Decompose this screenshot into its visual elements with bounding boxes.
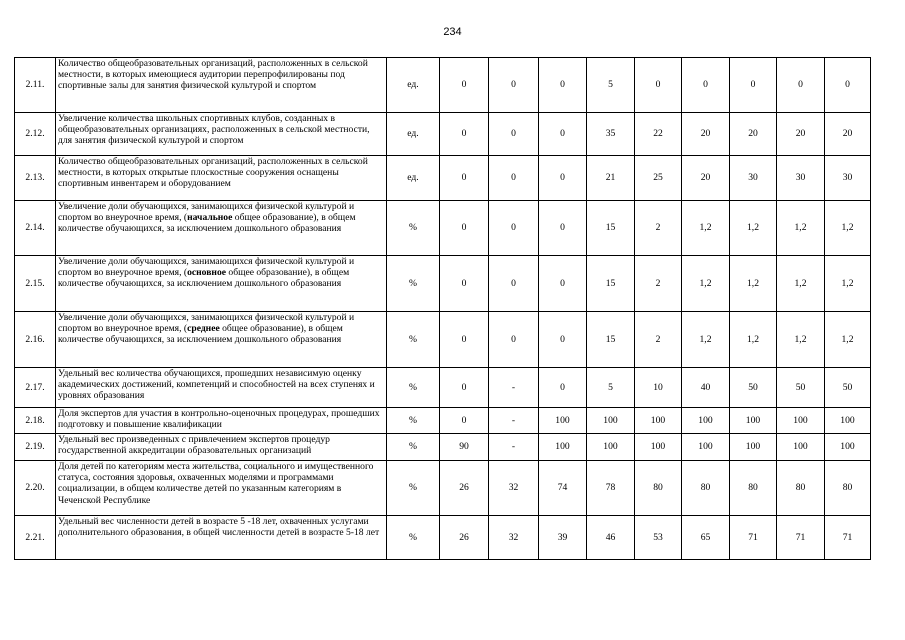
value-cell: 100 (682, 434, 730, 461)
value-cell: 0 (489, 312, 539, 368)
value-cell: 1,2 (825, 256, 871, 312)
value-cell: 100 (777, 408, 825, 434)
value-cell: 1,2 (777, 312, 825, 368)
value-cell: 0 (730, 58, 777, 113)
value-cell: 1,2 (682, 256, 730, 312)
row-number: 2.16. (15, 312, 56, 368)
value-cell: 1,2 (825, 312, 871, 368)
row-unit: % (387, 368, 440, 408)
level-emphasis: среднее (187, 323, 220, 335)
value-cell: 80 (777, 461, 825, 516)
value-cell: 0 (539, 256, 587, 312)
row-number: 2.11. (15, 58, 56, 113)
value-cell: 46 (587, 516, 635, 560)
value-cell: 2 (635, 256, 682, 312)
row-description: Увеличение доли обучающихся, занимающихся физической культурой и спортом во внеурочное время, (начальное общее образование), в общем количестве обучающихся, за исключением дошкольного образования (56, 201, 387, 256)
value-cell: 0 (489, 201, 539, 256)
value-cell: 0 (539, 58, 587, 113)
value-cell: 0 (440, 201, 489, 256)
value-cell: 71 (825, 516, 871, 560)
table-row (15, 256, 871, 312)
value-cell: 20 (777, 113, 825, 156)
value-cell: 50 (825, 368, 871, 408)
value-cell: 80 (682, 461, 730, 516)
value-cell: 1,2 (777, 201, 825, 256)
value-cell: - (489, 434, 539, 461)
row-number: 2.12. (15, 113, 56, 156)
value-cell: 100 (539, 434, 587, 461)
value-cell: 0 (539, 201, 587, 256)
value-cell: 90 (440, 434, 489, 461)
value-cell: 39 (539, 516, 587, 560)
value-cell: 5 (587, 368, 635, 408)
table-row (15, 434, 871, 461)
page-number: 234 (443, 26, 462, 38)
table-row (15, 368, 871, 408)
value-cell: 0 (825, 58, 871, 113)
row-unit: % (387, 408, 440, 434)
value-cell: 53 (635, 516, 682, 560)
value-cell: 0 (539, 368, 587, 408)
value-cell: 0 (440, 256, 489, 312)
value-cell: 1,2 (825, 201, 871, 256)
value-cell: 100 (682, 408, 730, 434)
value-cell: 2 (635, 312, 682, 368)
row-unit: % (387, 256, 440, 312)
table-row (15, 58, 871, 113)
value-cell: 15 (587, 312, 635, 368)
value-cell: 15 (587, 256, 635, 312)
row-unit: % (387, 461, 440, 516)
value-cell: 25 (635, 156, 682, 201)
value-cell: 100 (635, 434, 682, 461)
value-cell: 40 (682, 368, 730, 408)
value-cell: 26 (440, 461, 489, 516)
value-cell: 0 (489, 156, 539, 201)
row-description: Увеличение доли обучающихся, занимающихся физической культурой и спортом во внеурочное время, (основное общее образование), в общем количестве обучающихся, за исключением дошкольного образования (56, 256, 387, 312)
value-cell: 0 (489, 113, 539, 156)
row-number: 2.13. (15, 156, 56, 201)
value-cell: - (489, 408, 539, 434)
value-cell: 0 (489, 256, 539, 312)
value-cell: 30 (730, 156, 777, 201)
value-cell: 0 (539, 312, 587, 368)
row-unit: ед. (387, 156, 440, 201)
table-row (15, 461, 871, 516)
value-cell: 1,2 (777, 256, 825, 312)
row-description: Удельный вес количества обучающихся, прошедших независимую оценку академических достижений, компетенций и способностей на всех ступенях и уровнях образования (56, 368, 387, 408)
value-cell: 71 (777, 516, 825, 560)
value-cell: 0 (440, 408, 489, 434)
value-cell: 20 (682, 113, 730, 156)
level-emphasis: основное (187, 267, 226, 279)
row-description: Увеличение доли обучающихся, занимающихся физической культурой и спортом во внеурочное время, (среднее общее образование), в общем количестве обучающихся, за исключением дошкольного образования (56, 312, 387, 368)
row-description: Удельный вес произведенных с привлечением экспертов процедур государственной аккредитации образовательных организаций (56, 434, 387, 461)
table-row (15, 201, 871, 256)
value-cell: - (489, 368, 539, 408)
row-description: Доля экспертов для участия в контрольно-оценочных процедурах, прошедших подготовку и повышение квалификации (56, 408, 387, 434)
value-cell: 0 (635, 58, 682, 113)
table-row (15, 113, 871, 156)
value-cell: 100 (587, 434, 635, 461)
value-cell: 78 (587, 461, 635, 516)
table-row (15, 408, 871, 434)
value-cell: 20 (682, 156, 730, 201)
value-cell: 0 (539, 156, 587, 201)
row-description: Увеличение количества школьных спортивных клубов, созданных в общеобразовательных организациях, расположенных в сельской местности, для занятия физической культурой и спортом (56, 113, 387, 156)
value-cell: 15 (587, 201, 635, 256)
row-description: Доля детей по категориям места жительства, социального и имущественного статуса, состояния здоровья, охваченных моделями и программами социализации, в общем количестве детей по указанным категориям в Чеченской Республике (56, 461, 387, 516)
row-description: Количество общеобразовательных организаций, расположенных в сельской местности, в которых открытые плоскостные сооружения оснащены спортивным инвентарем и оборудованием (56, 156, 387, 201)
value-cell: 32 (489, 461, 539, 516)
value-cell: 0 (777, 58, 825, 113)
value-cell: 20 (825, 113, 871, 156)
row-description: Количество общеобразовательных организаций, расположенных в сельской местности, в которых имеющиеся аудитории перепрофилированы под спортивные залы для занятия физической культурой и спортом (56, 58, 387, 113)
value-cell: 100 (777, 434, 825, 461)
row-number: 2.17. (15, 368, 56, 408)
value-cell: 100 (539, 408, 587, 434)
value-cell: 1,2 (730, 201, 777, 256)
row-description: Удельный вес численности детей в возрасте 5 -18 лет, охваченных услугами дополнительного образования, в общей численности детей в возрасте 5-18 лет (56, 516, 387, 560)
row-number: 2.14. (15, 201, 56, 256)
value-cell: 100 (635, 408, 682, 434)
row-number: 2.15. (15, 256, 56, 312)
value-cell: 0 (440, 113, 489, 156)
value-cell: 1,2 (682, 201, 730, 256)
row-number: 2.18. (15, 408, 56, 434)
value-cell: 20 (730, 113, 777, 156)
value-cell: 0 (440, 368, 489, 408)
level-emphasis: начальное (187, 212, 233, 224)
row-number: 2.19. (15, 434, 56, 461)
value-cell: 0 (682, 58, 730, 113)
row-unit: % (387, 516, 440, 560)
value-cell: 30 (777, 156, 825, 201)
value-cell: 80 (825, 461, 871, 516)
row-number: 2.20. (15, 461, 56, 516)
row-unit: % (387, 201, 440, 256)
table-row (15, 312, 871, 368)
value-cell: 0 (539, 113, 587, 156)
value-cell: 2 (635, 201, 682, 256)
value-cell: 0 (440, 58, 489, 113)
value-cell: 80 (730, 461, 777, 516)
value-cell: 100 (825, 434, 871, 461)
value-cell: 1,2 (730, 256, 777, 312)
value-cell: 32 (489, 516, 539, 560)
value-cell: 21 (587, 156, 635, 201)
table-row (15, 516, 871, 560)
row-unit: ед. (387, 58, 440, 113)
value-cell: 50 (777, 368, 825, 408)
row-unit: % (387, 434, 440, 461)
value-cell: 74 (539, 461, 587, 516)
table-row (15, 156, 871, 201)
value-cell: 71 (730, 516, 777, 560)
row-number: 2.21. (15, 516, 56, 560)
row-unit: ед. (387, 113, 440, 156)
value-cell: 1,2 (682, 312, 730, 368)
value-cell: 100 (825, 408, 871, 434)
value-cell: 0 (440, 312, 489, 368)
value-cell: 0 (489, 58, 539, 113)
value-cell: 22 (635, 113, 682, 156)
value-cell: 30 (825, 156, 871, 201)
value-cell: 100 (587, 408, 635, 434)
value-cell: 35 (587, 113, 635, 156)
value-cell: 50 (730, 368, 777, 408)
value-cell: 5 (587, 58, 635, 113)
value-cell: 26 (440, 516, 489, 560)
value-cell: 0 (440, 156, 489, 201)
value-cell: 100 (730, 434, 777, 461)
indicators-table (14, 57, 871, 560)
value-cell: 100 (730, 408, 777, 434)
value-cell: 65 (682, 516, 730, 560)
value-cell: 10 (635, 368, 682, 408)
value-cell: 80 (635, 461, 682, 516)
row-unit: % (387, 312, 440, 368)
value-cell: 1,2 (730, 312, 777, 368)
